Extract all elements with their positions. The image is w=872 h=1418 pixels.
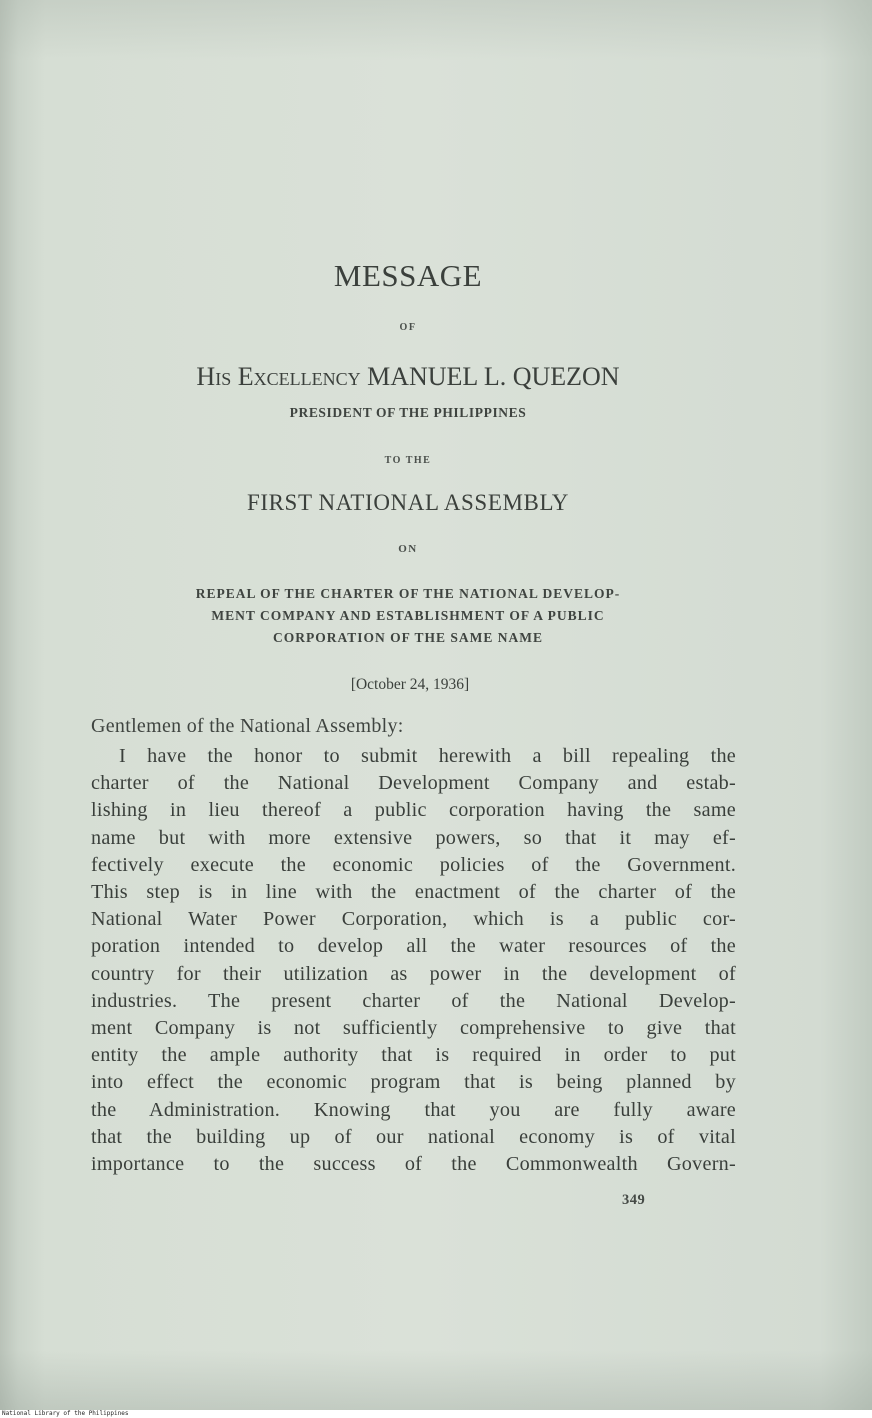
salutation: Gentlemen of the National Assembly:	[91, 715, 404, 737]
of-label: OF	[399, 322, 417, 333]
page-shading-bottom	[0, 1350, 872, 1410]
subject-line: REPEAL OF THE CHARTER OF THE NATIONAL DEVELOP-	[195, 586, 621, 601]
body-line: charter of the National Development Company and estab-	[91, 772, 736, 795]
subject-line: CORPORATION OF THE SAME NAME	[272, 630, 543, 645]
page-shading-top	[0, 0, 872, 60]
body-line: that the building up of our national economy is of vital	[91, 1125, 736, 1148]
on-label: ON	[398, 543, 418, 555]
footer-credit: National Library of the Philippines	[2, 1410, 129, 1417]
footer-strip	[0, 1410, 872, 1418]
president-prefix: His Excellency	[196, 362, 361, 391]
body-line: I have the honor to submit herewith a bill repealing the	[119, 745, 736, 767]
body-line: into effect the economic program that is being planned by	[91, 1071, 736, 1094]
body-line: name but with more extensive powers, so that it may ef-	[91, 826, 736, 849]
subject-line: MENT COMPANY AND ESTABLISHMENT OF A PUBLIC	[211, 608, 605, 623]
body-line: poration intended to develop all the water resources of the	[91, 935, 736, 958]
message-date: [October 24, 1936]	[350, 676, 470, 693]
document-title: MESSAGE	[333, 258, 483, 293]
body-line: entity the ample authority that is required in order to put	[91, 1044, 736, 1067]
subject-heading	[88, 583, 728, 649]
body-line: lishing in lieu thereof a public corporation having the same	[91, 799, 736, 822]
assembly-heading: FIRST NATIONAL ASSEMBLY	[246, 490, 570, 515]
body-line: National Water Power Corporation, which is a public cor-	[91, 908, 736, 931]
president-heading	[0, 362, 844, 392]
president-name: MANUEL L. QUEZON	[367, 362, 620, 391]
body-line: industries. The present charter of the National Develop-	[91, 989, 736, 1012]
body-line: This step is in line with the enactment of the charter of the	[91, 881, 736, 904]
body-line: the Administration. Knowing that you are fully aware	[91, 1098, 736, 1121]
body-line: ment Company is not sufficiently comprehensive to give that	[91, 1017, 736, 1040]
body-line: importance to the success of the Commonwealth Govern-	[91, 1153, 736, 1176]
body-paragraph	[91, 743, 736, 1178]
to-the-label: TO THE	[384, 455, 432, 466]
president-title: PRESIDENT OF THE PHILIPPINES	[289, 405, 527, 420]
body-line: country for their utilization as power in the development of	[91, 962, 736, 985]
body-line: fectively execute the economic policies of the Government.	[91, 853, 736, 876]
page-number: 349	[622, 1192, 646, 1208]
